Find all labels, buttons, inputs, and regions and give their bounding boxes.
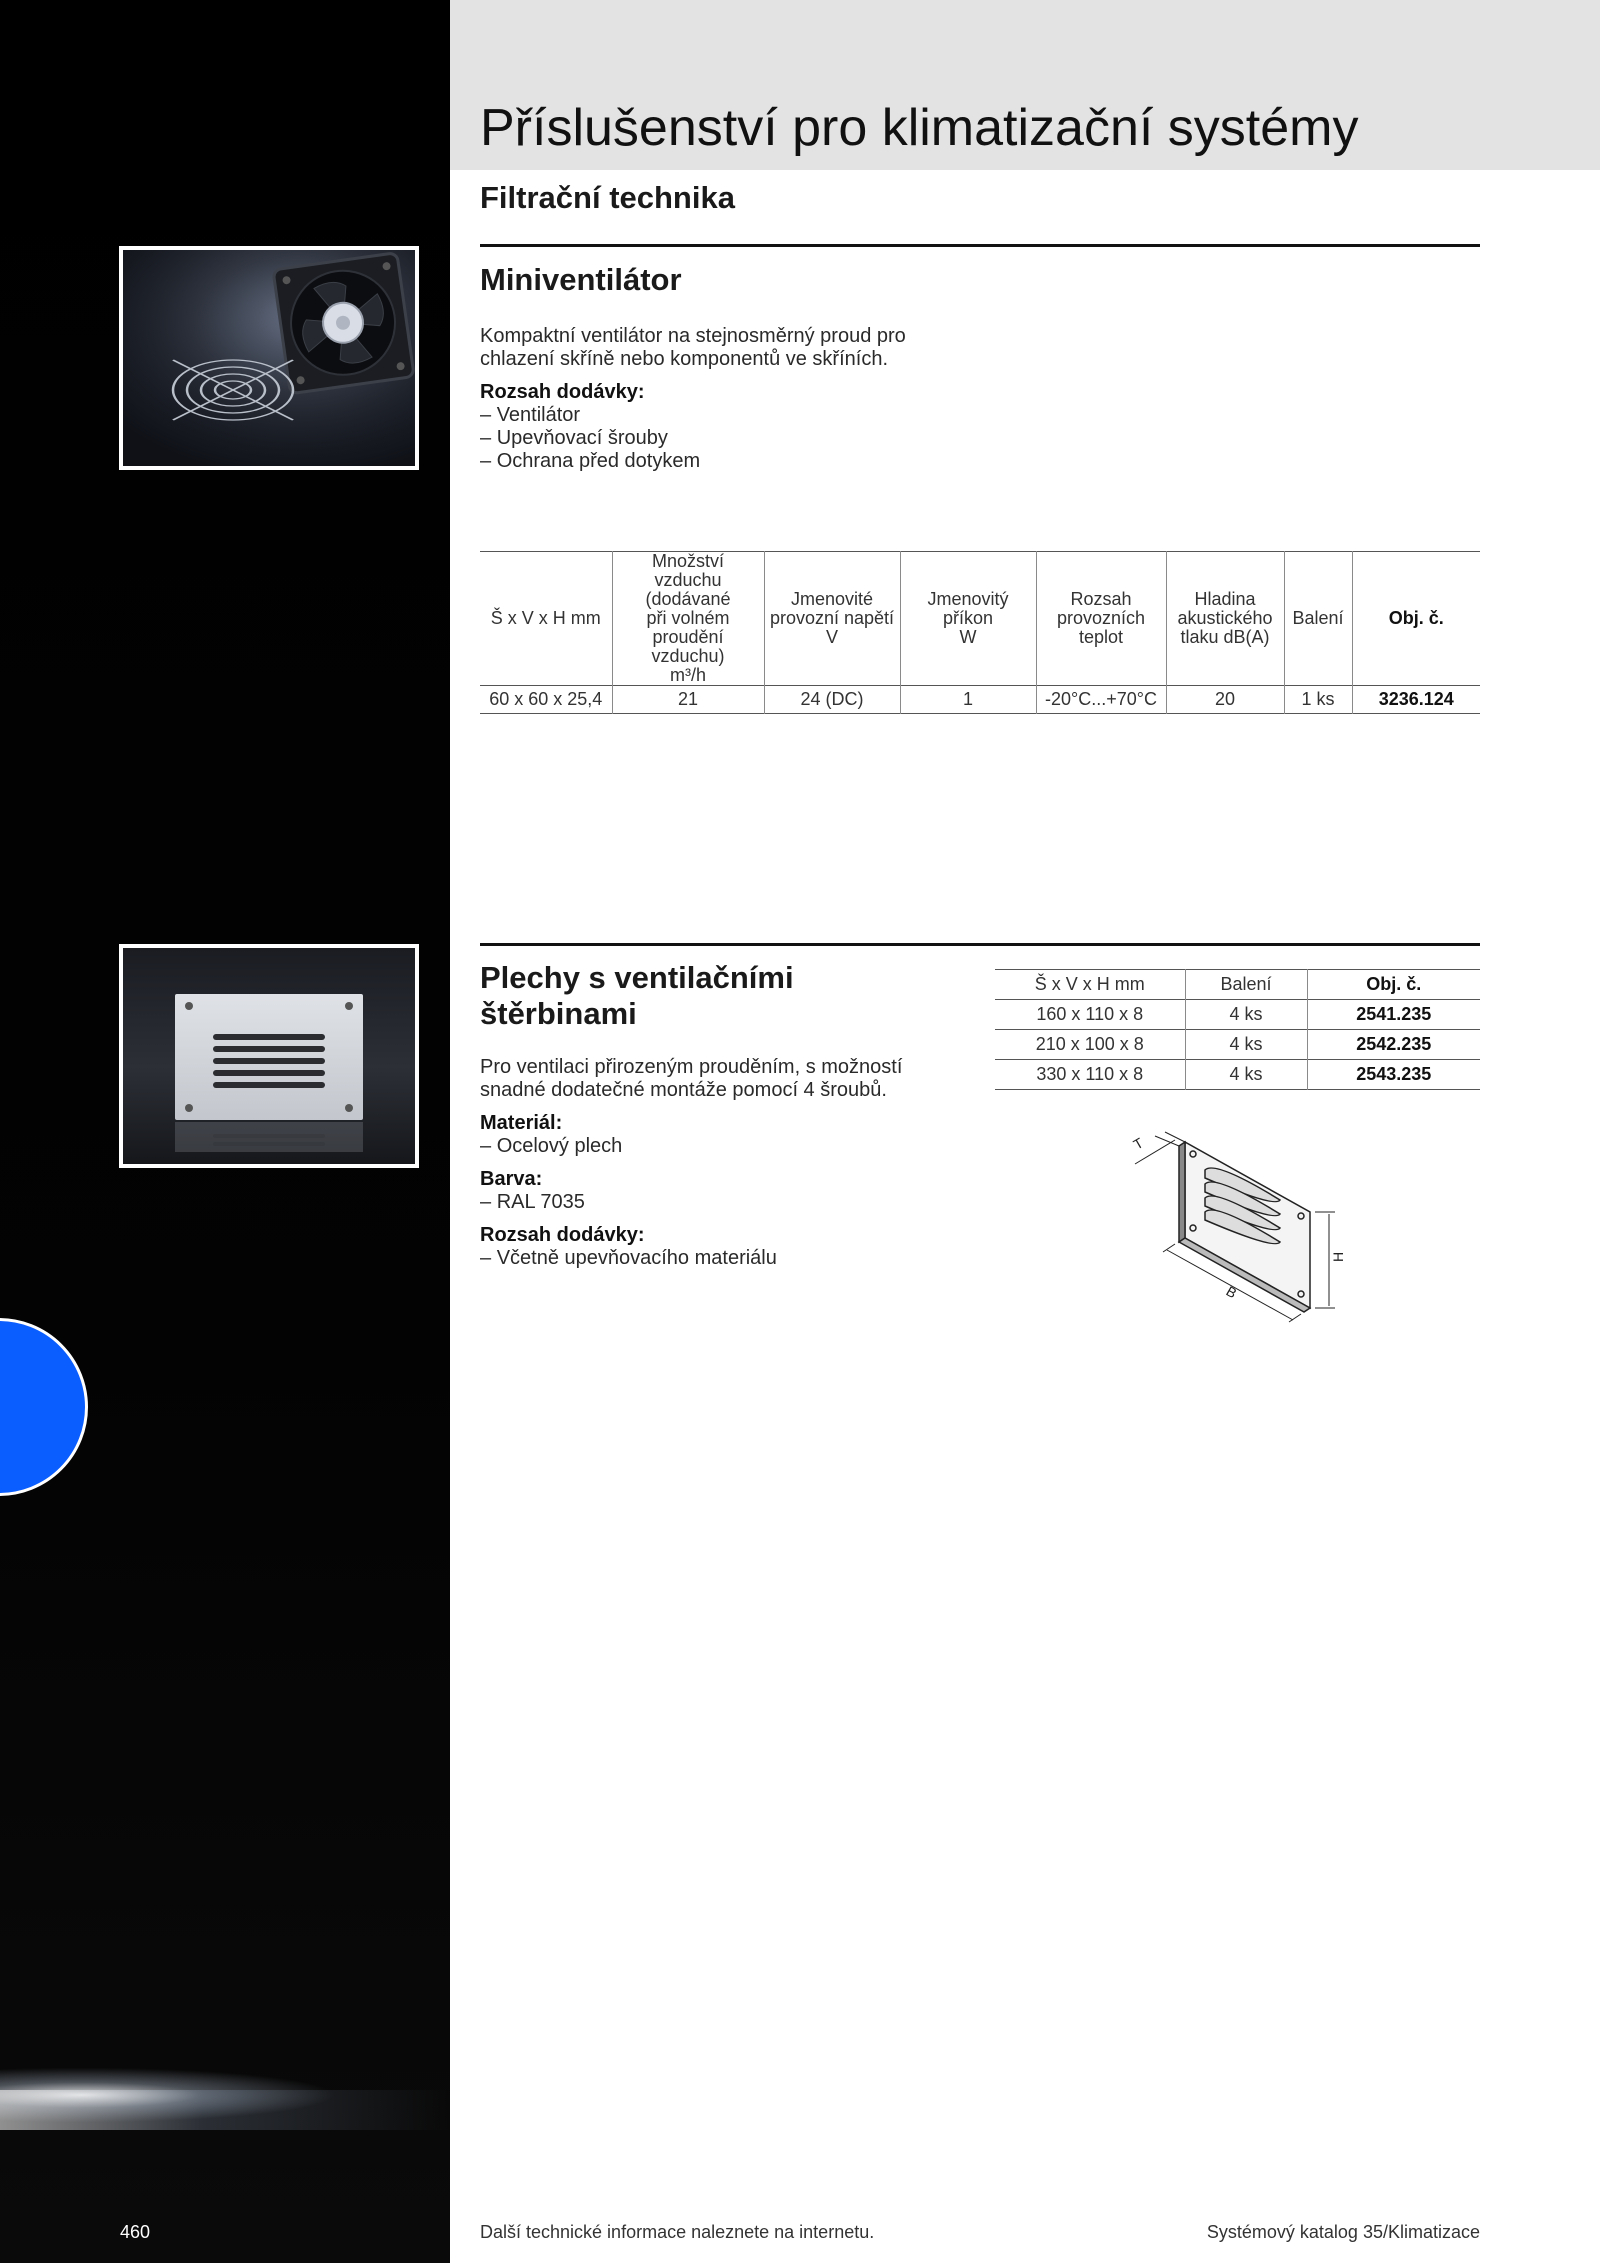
col-header-dimensions: Š x V x H mm [480,552,612,686]
footer-catalog-name: Systémový katalog 35/Klimatizace [1206,2222,1480,2242]
table-row [995,1060,1480,1090]
section-divider [480,244,1480,247]
col-header-dimensions: Š x V x H mm [995,970,1185,1000]
dimension-label-t: T [1130,1134,1146,1153]
cell-packaging: 4 ks [1185,1000,1307,1030]
scope-label: Rozsah dodávky: [480,1224,645,1246]
vent-plate-technical-drawing [1125,1130,1355,1330]
product-image-fan [119,246,419,470]
cell-noise-level: 20 [1166,686,1284,714]
material-item: – Ocelový plech [480,1135,902,1158]
miniventilator-spec-table [480,551,1480,714]
material-label: Materiál: [480,1112,563,1134]
cell-order-number: 2542.235 [1356,1034,1432,1054]
page-title: Příslušenství pro klimatizační systémy [480,99,1359,157]
section-divider [480,943,1480,946]
cell-temperature-range: -20°C...+70°C [1036,686,1166,714]
col-header-noise-level: Hladina akustického tlaku dB(A) [1166,552,1284,686]
table-row [480,686,1480,714]
table-row [995,1030,1480,1060]
table-header-row [995,970,1480,1000]
scope-item: – Ochrana před dotykem [480,450,906,473]
col-header-voltage: Jmenovité provozní napětí V [764,552,900,686]
sidebar-light-streak [0,2090,450,2130]
col-header-order-number: Obj. č. [1388,608,1444,628]
cell-dimensions: 210 x 100 x 8 [995,1030,1185,1060]
col-header-packaging: Balení [1284,552,1352,686]
color-item: – RAL 7035 [480,1191,902,1214]
scope-item: – Upevňovací šrouby [480,427,906,450]
cell-packaging: 4 ks [1185,1060,1307,1090]
description-line: Kompaktní ventilátor na stejnosměrný proud pro [480,325,906,347]
col-header-order-number: Obj. č. [1366,974,1422,994]
color-label: Barva: [480,1168,543,1190]
blue-accent-dot [0,1318,88,1496]
table-header-row [480,552,1480,686]
scope-label: Rozsah dodávky: [480,381,645,403]
fan-illustration [123,250,415,466]
cell-order-number: 3236.124 [1378,689,1454,709]
section-title: Filtrační technika [480,180,735,215]
cell-packaging: 1 ks [1284,686,1352,714]
title-line: štěrbinami [480,996,637,1031]
cell-order-number: 2543.235 [1356,1064,1432,1084]
vent-plates-spec-table [995,969,1480,1090]
cell-airflow: 21 [612,686,764,714]
table-row [995,1000,1480,1030]
cell-dimensions: 160 x 110 x 8 [995,1000,1185,1030]
dimension-label-h: H [1330,1251,1346,1262]
description-line: Pro ventilaci přirozeným prouděním, s možností [480,1056,903,1078]
col-header-airflow: Množství vzduchu (dodávané při volném proudění vzduchu) m³/h [612,552,764,686]
product-description-miniventilator [480,325,906,473]
cell-power: 1 [900,686,1036,714]
col-header-temperature-range: Rozsah provozních teplot [1036,552,1166,686]
cell-order-number: 2541.235 [1356,1004,1432,1024]
cell-dimensions: 330 x 110 x 8 [995,1060,1185,1090]
footer-internet-note: Další technické informace naleznete na internetu. [480,2222,875,2242]
dimension-label-b: B [1223,1282,1240,1302]
cell-dimensions: 60 x 60 x 25,4 [480,686,612,714]
vent-plate-illustration [123,948,415,1164]
product-title-miniventilator: Miniventilátor [480,262,682,297]
page-number: 460 [120,2222,151,2242]
cell-packaging: 4 ks [1185,1030,1307,1060]
description-line: chlazení skříně nebo komponentů ve skříních. [480,348,889,370]
col-header-packaging: Balení [1185,970,1307,1000]
cell-voltage: 24 (DC) [764,686,900,714]
description-line: snadné dodatečné montáže pomocí 4 šroubů. [480,1079,887,1101]
product-image-vent-plate [119,944,419,1168]
scope-item: – Včetně upevňovacího materiálu [480,1247,902,1270]
title-line: Plechy s ventilačními [480,960,794,995]
scope-item: – Ventilátor [480,404,906,427]
product-title-vent-plates [480,960,794,1032]
product-description-vent-plates [480,1056,902,1270]
col-header-power: Jmenovitý příkon W [900,552,1036,686]
